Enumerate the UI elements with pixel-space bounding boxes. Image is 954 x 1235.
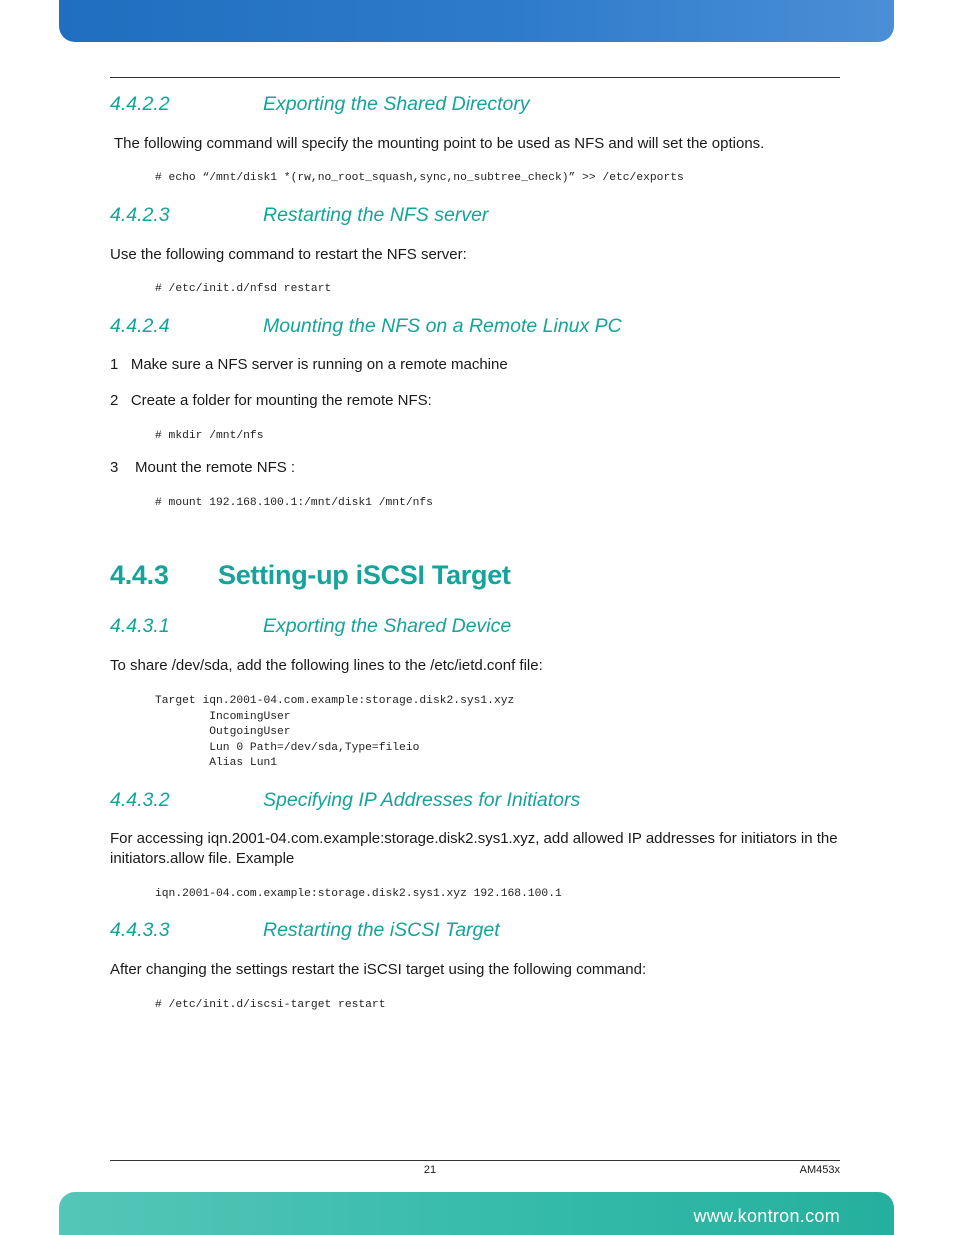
paragraph: For accessing iqn.2001-04.com.example:storage.disk2.sys1.xyz, add allowed IP addresses for initiators in the initiators.allow file. Example: [110, 830, 838, 867]
footer-divider: [110, 1160, 840, 1161]
code-block: # mkdir /mnt/nfs: [155, 430, 264, 442]
paragraph: Use the following command to restart the NFS server:: [110, 246, 467, 263]
website-link[interactable]: www.kontron.com: [693, 1206, 840, 1226]
footer-banner: [59, 1192, 894, 1235]
section-heading: [110, 789, 580, 812]
chapter-heading: [110, 560, 511, 591]
section-number: 4.4.3.1: [110, 615, 170, 637]
section-title: Exporting the Shared Directory: [263, 93, 530, 115]
section-title: Specifying IP Addresses for Initiators: [263, 789, 581, 811]
header-banner: [59, 0, 894, 42]
code-block: # echo “/mnt/disk1 *(rw,no_root_squash,sync,no_subtree_check)” >> /etc/exports: [155, 172, 684, 184]
product-model: AM453x: [799, 1164, 840, 1176]
section-title: Exporting the Shared Device: [263, 615, 512, 637]
paragraph: After changing the settings restart the iSCSI target using the following command:: [110, 961, 647, 978]
section-heading: [110, 615, 511, 638]
chapter-number: 4.4.3: [110, 560, 169, 590]
section-number: 4.4.2.2: [110, 93, 170, 115]
chapter-title: Setting-up iSCSI Target: [218, 560, 511, 590]
code-block: Target iqn.2001-04.com.example:storage.disk2.sys1.xyz IncomingUser OutgoingUser Lun 0 Path=/dev/sda,Type=fileio Alias Lun1: [155, 695, 515, 769]
section-heading: [110, 315, 622, 338]
code-block: # mount 192.168.100.1:/mnt/disk1 /mnt/nfs: [155, 497, 433, 509]
list-item: 1 Make sure a NFS server is running on a remote machine: [110, 356, 508, 373]
section-heading: [110, 919, 500, 942]
section-title: Restarting the NFS server: [263, 204, 489, 226]
code-block: # /etc/init.d/nfsd restart: [155, 283, 332, 295]
paragraph: The following command will specify the mounting point to be used as NFS and will set the options.: [114, 135, 765, 152]
page-number: 21: [423, 1164, 437, 1176]
section-title: Restarting the iSCSI Target: [263, 919, 500, 941]
list-item: 2 Create a folder for mounting the remote NFS:: [110, 392, 432, 409]
header-divider: [110, 77, 840, 78]
section-number: 4.4.2.3: [110, 204, 170, 226]
section-number: 4.4.3.2: [110, 789, 170, 811]
code-block: # /etc/init.d/iscsi-target restart: [155, 999, 386, 1011]
section-heading: [110, 204, 488, 227]
section-title: Mounting the NFS on a Remote Linux PC: [263, 315, 622, 337]
section-number: 4.4.2.4: [110, 315, 170, 337]
section-number: 4.4.3.3: [110, 919, 170, 941]
section-heading: [110, 93, 530, 116]
paragraph: To share /dev/sda, add the following lines to the /etc/ietd.conf file:: [110, 657, 543, 674]
code-block: iqn.2001-04.com.example:storage.disk2.sys1.xyz 192.168.100.1: [155, 888, 562, 900]
list-item: 3 Mount the remote NFS :: [110, 459, 296, 476]
